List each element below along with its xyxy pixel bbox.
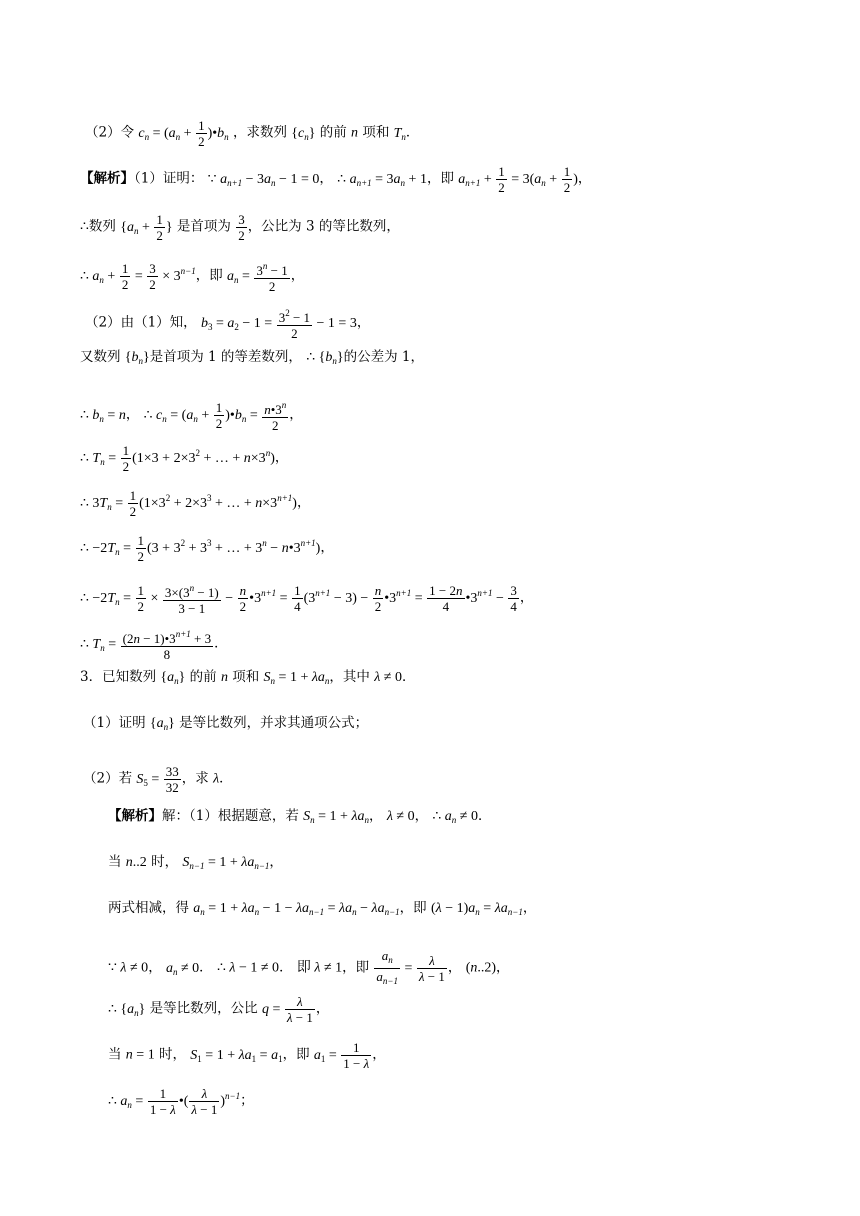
math: ∴ [80, 219, 89, 235]
math: $b_3 = a_2 - 1$ = $\frac{3^2 - 1}{2}$ − 1 = 3 [200, 308, 357, 341]
text-segment: ． [405, 124, 420, 141]
math: $c_n = (a_n$ + $\frac{1}{2}$ )$•b_n$ [138, 118, 229, 149]
solution-line-11 [80, 627, 228, 662]
text-segment: 是等比数列，公比 [149, 1000, 258, 1017]
solution-line-4 [85, 306, 370, 341]
text-segment: 项和 [362, 124, 390, 141]
text-segment: ，即 [195, 267, 223, 284]
problem-3-part-1 [83, 717, 368, 732]
solution-line-1 [80, 164, 591, 195]
text-segment: ． [214, 635, 228, 652]
text-segment: 是首项为 1 的等差数列， [149, 349, 302, 365]
solution-label: 【解析】 [108, 808, 162, 824]
math: ∴ $b_n = n$ [80, 407, 126, 424]
p3-solution-line-7: ∴ $a_n$ = $\frac{1}{1 - \lambda}$ •( $\frac{\lambda}{\lambda - 1}$ )$^{n-1}$； [108, 1086, 254, 1117]
text-segment: ，求数列 [232, 124, 287, 141]
text-segment: 当 [108, 1046, 122, 1063]
text-segment: ， [274, 449, 289, 466]
text-segment: ，即 [399, 900, 427, 916]
math: $(\lambda - 1)a_n = \lambda a_{n-1}$ [430, 901, 523, 917]
text-segment: 项和 [232, 669, 260, 685]
math: $\{a_n\}$ [149, 716, 175, 732]
text-segment: （1）证明 [83, 715, 146, 731]
solution-line-5 [80, 351, 424, 366]
text-segment: ，即 [282, 1046, 310, 1063]
text-segment: ， [369, 808, 383, 824]
math: ∴ $\{b_n\}$ [306, 350, 344, 366]
text-segment: ． [219, 770, 233, 787]
solution-label: 【解析】 [80, 170, 134, 187]
text-segment: 又数列 [80, 349, 121, 365]
text-segment: ． [477, 808, 492, 824]
text-segment: ， [356, 314, 371, 331]
math: ∴ $a_n$ = $\frac{1}{1 - \lambda}$ •( $\frac{\lambda}{\lambda - 1}$ )$^{n-1}$ [108, 1086, 241, 1117]
text-segment: （2）令 [85, 124, 135, 141]
math: $S_5$ = $\frac{33}{32}$ [136, 764, 179, 795]
math: (n..2) [465, 960, 497, 976]
text-segment: ， [125, 406, 140, 423]
text-segment: ，即 [426, 170, 454, 187]
math: $\frac{a_n}{a_{n-1}}$ = $\frac{\lambda}{\lambda - 1}$ [376, 948, 445, 986]
math: ∴ λ − 1 ≠ 0 [216, 960, 280, 976]
p3-solution-line-3 [108, 902, 536, 917]
text-segment: ， [577, 170, 592, 187]
text-segment: ． [279, 959, 293, 976]
text-segment: 是等比数列，并求其通项公式； [179, 715, 369, 731]
text-segment: ， [496, 959, 510, 976]
math: $S_n = 1 + \lambda a_n$ [263, 670, 330, 686]
text-segment: 时， [151, 854, 179, 870]
math: $T_n$ [393, 125, 406, 142]
text-segment: ， [296, 494, 311, 511]
p3-solution-line-5 [108, 994, 329, 1025]
text-segment: 解：（1）根据题意，若 [162, 808, 299, 824]
text-segment: 是首项为 [176, 218, 231, 235]
solution-line-9 [80, 533, 334, 564]
text-segment: ， [290, 267, 305, 284]
math: ∴ $a_n$ + $\frac{1}{2}$ = $\frac{3}{2}$ × $3^{n-1}$ [80, 261, 196, 292]
math: $a_{n+1}$ + $\frac{1}{2}$ = $3(a_n$ + $\frac{1}{2}$ ) [458, 164, 578, 195]
math: $S_{n-1} = 1 + \lambda a_{n-1}$ [182, 855, 270, 871]
text-segment: ，公比为 3 的等比数列， [247, 218, 400, 235]
math: $\{b_n\}$ [124, 350, 150, 366]
math: ∴ $-2T_n$ = $\frac{1}{2}$ ($3 + 3^2 + 3^3$ + … + $3^n$ − $n•3^{n+1}$) [80, 533, 321, 564]
text-segment: ， [519, 589, 534, 606]
text-segment: ， [269, 854, 283, 870]
text-segment: （2）由（1）知， [85, 314, 197, 331]
text-segment: 两式相减，得 [108, 900, 189, 916]
math: ∴ $a_n \ne 0$ [432, 809, 478, 825]
text-segment: ． [401, 669, 416, 685]
text-segment: ， [320, 539, 334, 556]
p3-solution-line-1 [108, 810, 491, 825]
math: 即 λ ≠ 1 [296, 960, 343, 976]
text-segment: ，求 [181, 770, 209, 787]
text-segment: 时， [159, 1046, 186, 1063]
text-segment: 当 [108, 854, 122, 870]
solution-line-6 [80, 398, 303, 433]
solution-line-7 [80, 443, 288, 474]
math: λ [213, 771, 220, 787]
text-segment: ， [372, 1046, 386, 1063]
text-segment: ， [315, 1000, 330, 1017]
math: ∴ $T_n$ = $\frac{(2n - 1)•3^{n+1} + 3}{8}$ [80, 629, 212, 662]
text-segment: 数列 [88, 218, 116, 235]
text-segment: ， [522, 900, 537, 916]
math: n [220, 670, 228, 685]
math: q = $\frac{\lambda}{\lambda - 1}$ [261, 994, 313, 1025]
text-segment: ． [199, 959, 213, 976]
math: λ ≠ 0 [374, 670, 402, 685]
text-segment: （2）若 [83, 770, 133, 787]
text-segment: 的公差为 1， [343, 349, 424, 365]
math: ∴ $\{a_n\}$ [108, 1001, 146, 1018]
text-segment: ， [447, 959, 462, 976]
text-segment: ， [319, 170, 333, 187]
math: n = 1 [125, 1047, 155, 1063]
text-segment: ， [289, 406, 303, 423]
math: $S_1 = 1 + \lambda a_1 = a_1$ [190, 1047, 283, 1064]
text-segment: ， [148, 959, 162, 976]
math: ∴ $c_n = (a_n$ + $\frac{1}{2}$ )$•b_n$ = $\frac{n•3^n}{2}$ [143, 400, 287, 433]
math: ∴ $3T_n$ = $\frac{1}{2}$ ($1\times 3^2 + 2\times 3^3$ + … + $n\times 3^{n+1}$) [80, 488, 297, 519]
problem-2-part-2 [85, 118, 419, 149]
problem-3-part-2 [83, 764, 233, 795]
text-segment: ，其中 [329, 669, 370, 685]
math: $\{c_n\}$ [291, 125, 316, 142]
text-segment: 3．已知数列 [80, 669, 157, 685]
solution-line-2 [80, 212, 400, 243]
math: ∴ $-2T_n$ = $\frac{1}{2}$ × $\frac{3\times(3^n - 1)}{3 - 1}$ − $\frac{n}{2}$ $•3^{n+1}$ = $\frac{1}{4}$ $(3^{n+1} - 3)$ − $\frac{n}{2}$ $•3^{n+1}$ = $\frac{1 - 2n}{4}$ $•3^{n+1}$ − $\frac{3}{4}$ [80, 583, 517, 616]
solution-line-10 [80, 581, 533, 616]
text-segment: ，即 [342, 959, 370, 976]
math: $a_1$ = $\frac{1}{1 - \lambda}$ [313, 1040, 370, 1071]
p3-solution-line-6 [108, 1040, 386, 1071]
text-segment: （1）证明： [134, 170, 204, 187]
math: {$a_n$ + $\frac{1}{2}$ } [120, 212, 173, 243]
math: ∵ $a_{n+1} - 3a_n - 1 = 0$ [207, 171, 320, 188]
math: λ ≠ 0 [386, 809, 415, 824]
math: ∴ $a_{n+1} = 3a_n + 1$ [337, 171, 427, 188]
math: n..2 [125, 855, 147, 870]
math: ∴ $T_n$ = $\frac{1}{2}$ ($1\times 3 + 2\times 3^2$ + … + $n\times 3^n$) [80, 443, 275, 474]
problem-3-statement [80, 671, 415, 686]
solution-line-3 [80, 259, 304, 294]
math: $S_n = 1 + \lambda a_n$ [303, 809, 370, 825]
text-segment: 的前 [319, 124, 347, 141]
text-segment: ， [414, 808, 429, 824]
solution-line-8 [80, 488, 310, 519]
math: ∵ λ ≠ 0 [108, 960, 149, 976]
math: $\frac{3}{2}$ [238, 212, 245, 243]
math: n [351, 125, 359, 141]
p3-solution-line-2 [108, 856, 283, 871]
math: $a_n \ne 0$ [165, 960, 200, 977]
math: $a_n$ = $\frac{3^n - 1}{2}$ [227, 261, 288, 294]
text-segment: 的前 [189, 669, 217, 685]
p3-solution-line-4 [108, 948, 510, 989]
math: $\{a_n\}$ [160, 670, 186, 686]
math: $a_n = 1 + \lambda a_n - 1 - \lambda a_{n-1} = \lambda a_n - \lambda a_{n-1}$ [193, 901, 400, 917]
